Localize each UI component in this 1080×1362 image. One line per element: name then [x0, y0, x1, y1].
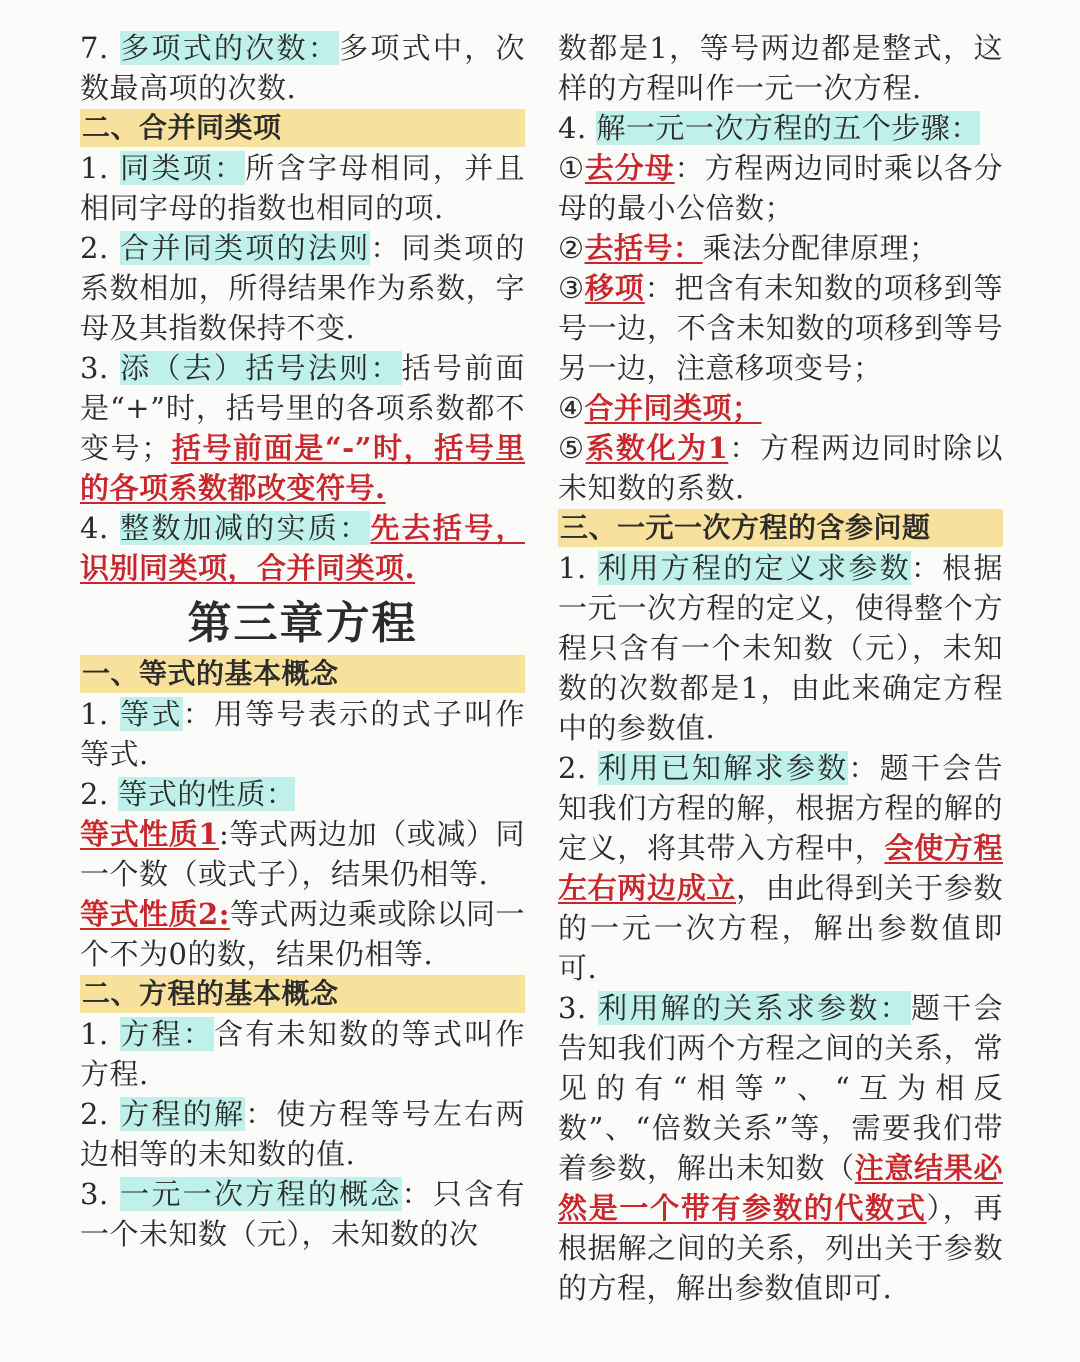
paragraph-add-subtract-essence: 4. 整数加减的实质：先去括号，识别同类项，合并同类项. [80, 511, 525, 585]
key-point-red: 移项 [584, 271, 645, 305]
paragraph-polynomial-degree: 7. 多项式的次数：多项式中，次数最高项的次数. [80, 31, 525, 105]
paragraph-param-by-known-solution: 2. 利用已知解求参数：题干会告知我们方程的解，根据方程的解的定义，将其带入方程中，会使方程左右两边成立，由此得到关于参数的一元一次方程，解出参数值即可. [558, 751, 1003, 985]
step-2: ②去括号：乘法分配律原理； [558, 231, 939, 265]
key-point-red: 注意结果必然是一个带有参数的代数式 [558, 1151, 1003, 1225]
paragraph-bracket-rule: 3. 添（去）括号法则：括号前面是“+”时，括号里的各项系数都不变号；括号前面是“-”时，括号里的各项系数都改变符号. [80, 351, 525, 505]
term-highlight: 整数加减的实质： [120, 511, 371, 545]
paragraph-property-2: 等式性质2:等式两边乘或除以同一个不为0的数，结果仍相等. [80, 897, 525, 971]
term-highlight: 同类项： [120, 151, 246, 185]
paragraph-param-by-definition: 1. 利用方程的定义求参数：根据一元一次方程的定义，使得整个方程只含有一个未知数（元），未知数的次数都是1，由此来确定方程中的参数值. [558, 551, 1003, 745]
term-highlight: 一元一次方程的概念 [120, 1177, 402, 1211]
section-heading-equation: 二、方程的基本概念 [80, 975, 525, 1013]
term-highlight: 利用解的关系求参数： [598, 991, 911, 1025]
key-point-red: 去分母 [584, 151, 675, 185]
paragraph-equation-solution: 2. 方程的解：使方程等号左右两边相等的未知数的值. [80, 1097, 525, 1171]
term-highlight: 利用已知解求参数 [598, 751, 849, 785]
section-heading-parameter-problems: 三、一元一次方程的含参问题 [558, 509, 1003, 547]
term-highlight: 方程的解 [120, 1097, 246, 1131]
paragraph-like-terms: 1. 同类项：所含字母相同，并且相同字母的指数也相同的项. [80, 151, 525, 225]
right-column [558, 28, 1003, 1308]
term-highlight: 等式的性质： [118, 777, 296, 811]
step-4: ④合并同类项； [558, 391, 762, 425]
left-column [80, 28, 525, 1254]
paragraph-property-1: 等式性质1:等式两边加（或减）同一个数（或式子），结果仍相等. [80, 817, 525, 891]
paragraph-equality: 1. 等式：用等号表示的式子叫作等式. [80, 697, 525, 771]
key-point-red: 去括号： [584, 231, 703, 265]
step-1: ①去分母：方程两边同时乘以各分母的最小公倍数； [558, 151, 1003, 225]
key-point-red: 等式性质1 [80, 817, 219, 851]
term-highlight: 多项式的次数： [120, 31, 340, 65]
paragraph-linear-equation: 3. 一元一次方程的概念：只含有一个未知数（元），未知数的次 [80, 1177, 525, 1251]
step-3: ③移项：把含有未知数的项移到等号一边，不含未知数的项移到等号另一边，注意移项变号； [558, 271, 1003, 385]
paragraph-linear-equation-cont: 数都是1，等号两边都是整式，这样的方程叫作一元一次方程. [558, 31, 1003, 105]
paragraph-equality-properties: 2. 等式的性质： [80, 777, 296, 811]
section-heading-equality: 一、等式的基本概念 [80, 655, 525, 693]
term-highlight: 方程： [120, 1017, 214, 1051]
paragraph-equation: 1. 方程：含有未知数的等式叫作方程. [80, 1017, 525, 1091]
term-highlight: 利用方程的定义求参数 [598, 551, 911, 585]
term-highlight: 添（去）括号法则： [120, 351, 402, 385]
paragraph-param-by-solution-relation: 3. 利用解的关系求参数：题干会告知我们两个方程之间的关系，常见的有“相等”、“互为相反数”、“倍数关系”等，需要我们带着参数，解出未知数（注意结果必然是一个带有参数的代数式），再根据解之间的关系，列出关于参数的方程，解出参数值即可. [558, 991, 1003, 1305]
key-point-red: 会使方程左右两边成立 [558, 831, 1003, 905]
term-highlight: 解一元一次方程的五个步骤： [596, 111, 980, 145]
section-heading-like-terms: 二、合并同类项 [80, 109, 525, 147]
paragraph-combine-rule: 2. 合并同类项的法则：同类项的系数相加，所得结果作为系数，字母及其指数保持不变. [80, 231, 525, 345]
chapter-title: 第三章方程 [187, 598, 418, 649]
key-point-red: 系数化为1 [585, 431, 729, 465]
paragraph-five-steps: 4. 解一元一次方程的五个步骤： [558, 111, 980, 145]
key-point-red: 括号前面是“-”时，括号里的各项系数都改变符号. [80, 431, 525, 505]
term-highlight: 合并同类项的法则 [120, 231, 371, 265]
key-point-red: 合并同类项； [584, 391, 762, 425]
step-5: ⑤系数化为1：方程两边同时除以未知数的系数. [558, 431, 1003, 505]
term-highlight: 等式 [120, 697, 183, 731]
key-point-red: 先去括号，识别同类项，合并同类项. [80, 511, 525, 585]
key-point-red: 等式性质2: [80, 897, 230, 931]
